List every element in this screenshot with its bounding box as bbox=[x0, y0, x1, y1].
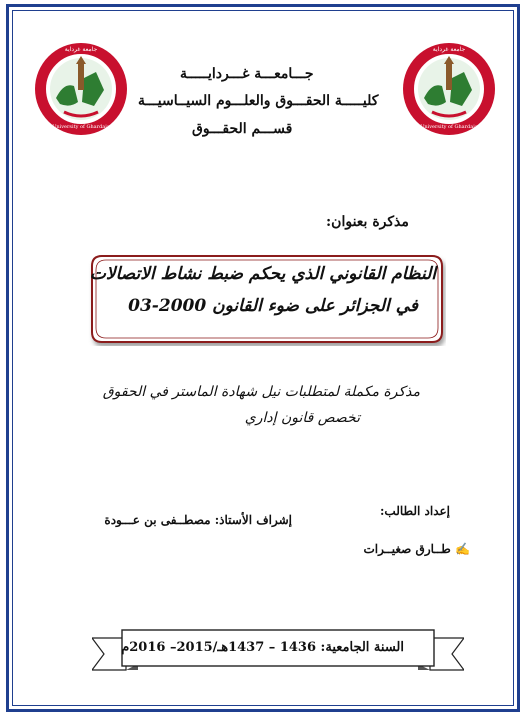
department-name: قســـم الحقـــوق bbox=[192, 121, 293, 137]
prepared-by-label: إعداد الطالب: bbox=[380, 504, 451, 518]
pen-icon: ✍ bbox=[455, 542, 470, 556]
student-name-row bbox=[350, 542, 470, 556]
academic-year: السنة الجامعية: 1436 – 1437هـ/2015– 2016م bbox=[121, 640, 404, 655]
logo-right-caption-bottom: University of Ghardaia bbox=[420, 124, 478, 130]
thesis-title-line2: في الجزائر على ضوء القانون 2000-03 bbox=[128, 296, 418, 316]
memo-label: مذكرة بعنوان: bbox=[326, 214, 409, 230]
supervisor-name: إشراف الأستاذ: مصطــفى بن عـــودة bbox=[104, 513, 292, 527]
logo-right-caption-top: جامعة غرداية bbox=[432, 46, 466, 53]
subtitle-line2: تخصص قانون إداري bbox=[244, 410, 360, 426]
thesis-title-line1: النظام القانوني الذي يحكم ضبط نشاط الاتصالات bbox=[89, 264, 436, 284]
university-logo-left bbox=[34, 42, 128, 136]
student-name: طــارق صغيــرات bbox=[363, 542, 451, 556]
faculty-name: كليـــــة الحقـــوق والعلـــوم السيــاسيـــة bbox=[138, 93, 379, 109]
logo-left-caption-top: جامعة غرداية bbox=[64, 46, 98, 53]
logo-left-caption-bottom: University of Ghardaia bbox=[52, 124, 110, 130]
university-logo-right bbox=[402, 42, 496, 136]
university-name: جـــامعـــة غـــردايـــــة bbox=[180, 66, 314, 82]
subtitle-line1: مذكرة مكملة لمتطلبات نيل شهادة الماستر في الحقوق bbox=[102, 384, 420, 400]
